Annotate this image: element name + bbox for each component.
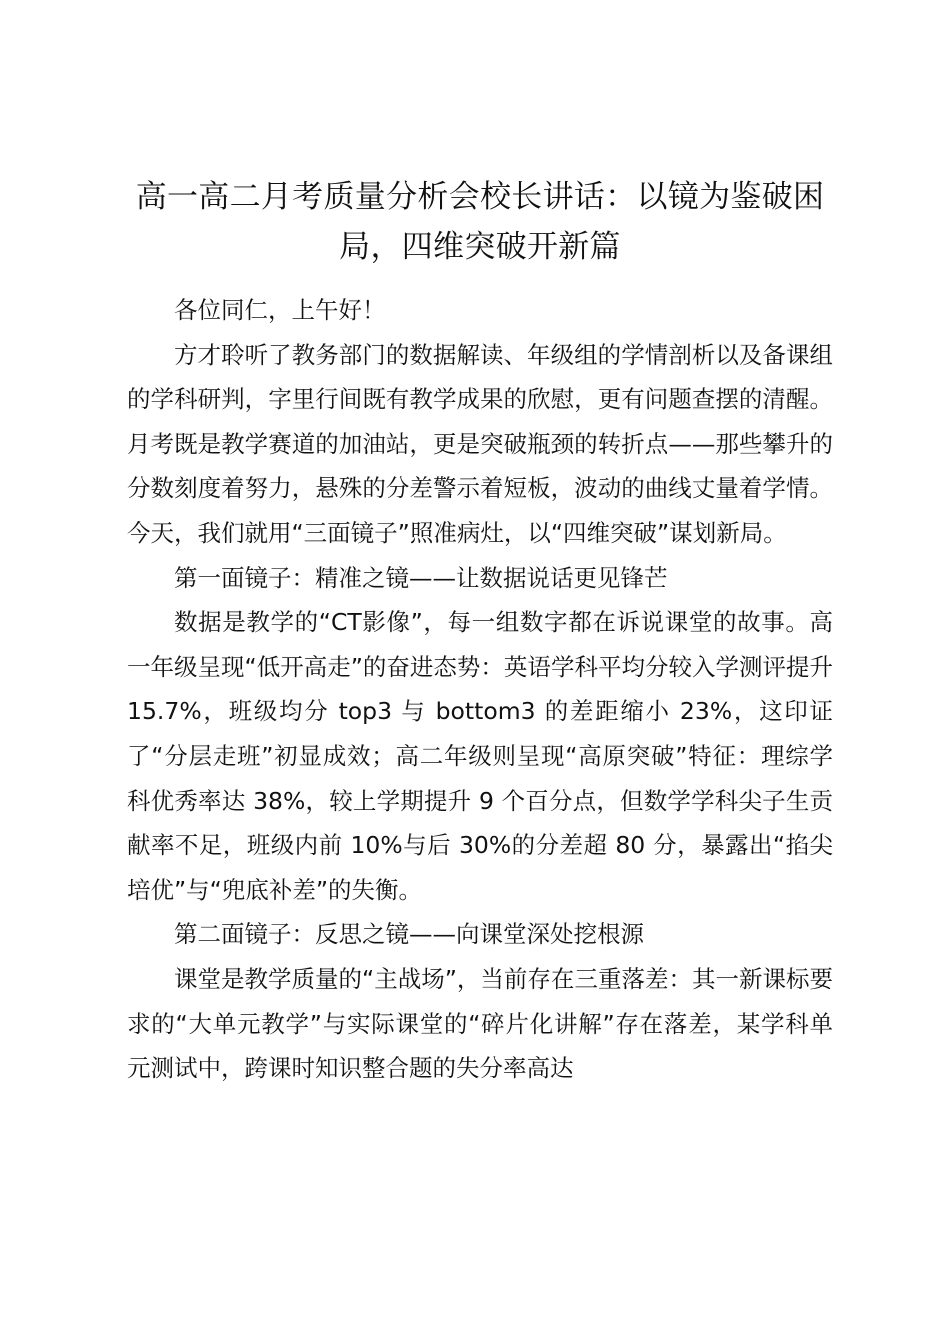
paragraph-classroom-reflection: 课堂是教学质量的“主战场”，当前存在三重落差：其一新课标要求的“大单元教学”与实际课堂的“碎片化讲解”存在落差，某学科单元测试中，跨课时知识整合题的失分率高达 (127, 964, 833, 1083)
paragraph-intro: 方才聆听了教务部门的数据解读、年级组的学情剖析以及备课组的学科研判，字里行间既有教学成果的欣慰，更有问题查摆的清醒。月考既是教学赛道的加油站，更是突破瓶颈的转折点——那些攀升的分数刻度着努力，悬殊的分差警示着短板，波动的曲线丈量着学情。今天，我们就用“三面镜子”照准病灶，以“四维突破”谋划新局。 (127, 340, 833, 547)
document-title: 高一高二月考质量分析会校长讲话：以镜为鉴破困局，四维突破开新篇 (135, 179, 825, 265)
paragraph-greeting: 各位同仁，上午好！ (174, 296, 386, 324)
document-body (127, 288, 833, 1091)
paragraph-data-analysis: 数据是教学的“CT影像”，每一组数字都在诉说课堂的故事。高一年级呈现“低开高走”的奋进态势：英语学科平均分较入学测评提升 15.7%，班级均分 top3 与 bottom3 的差距缩小 23%，这印证了“分层走班”初显成效；高二年级则呈现“高原突破”特征：理综学科优秀率达 38%，较上学期提升 9 个百分点，但数学学科尖子生贡献率不足，班级内前 10%与后 30%的分差超 80 分，暴露出“掐尖培优”与“兜底补差”的失衡。 (127, 608, 833, 904)
section-heading-first-mirror: 第一面镜子：精准之镜——让数据说话更见锋芒 (174, 563, 668, 592)
section-heading-second-mirror: 第二面镜子：反思之镜——向课堂深处挖根源 (174, 920, 644, 949)
document-page (127, 172, 833, 1091)
